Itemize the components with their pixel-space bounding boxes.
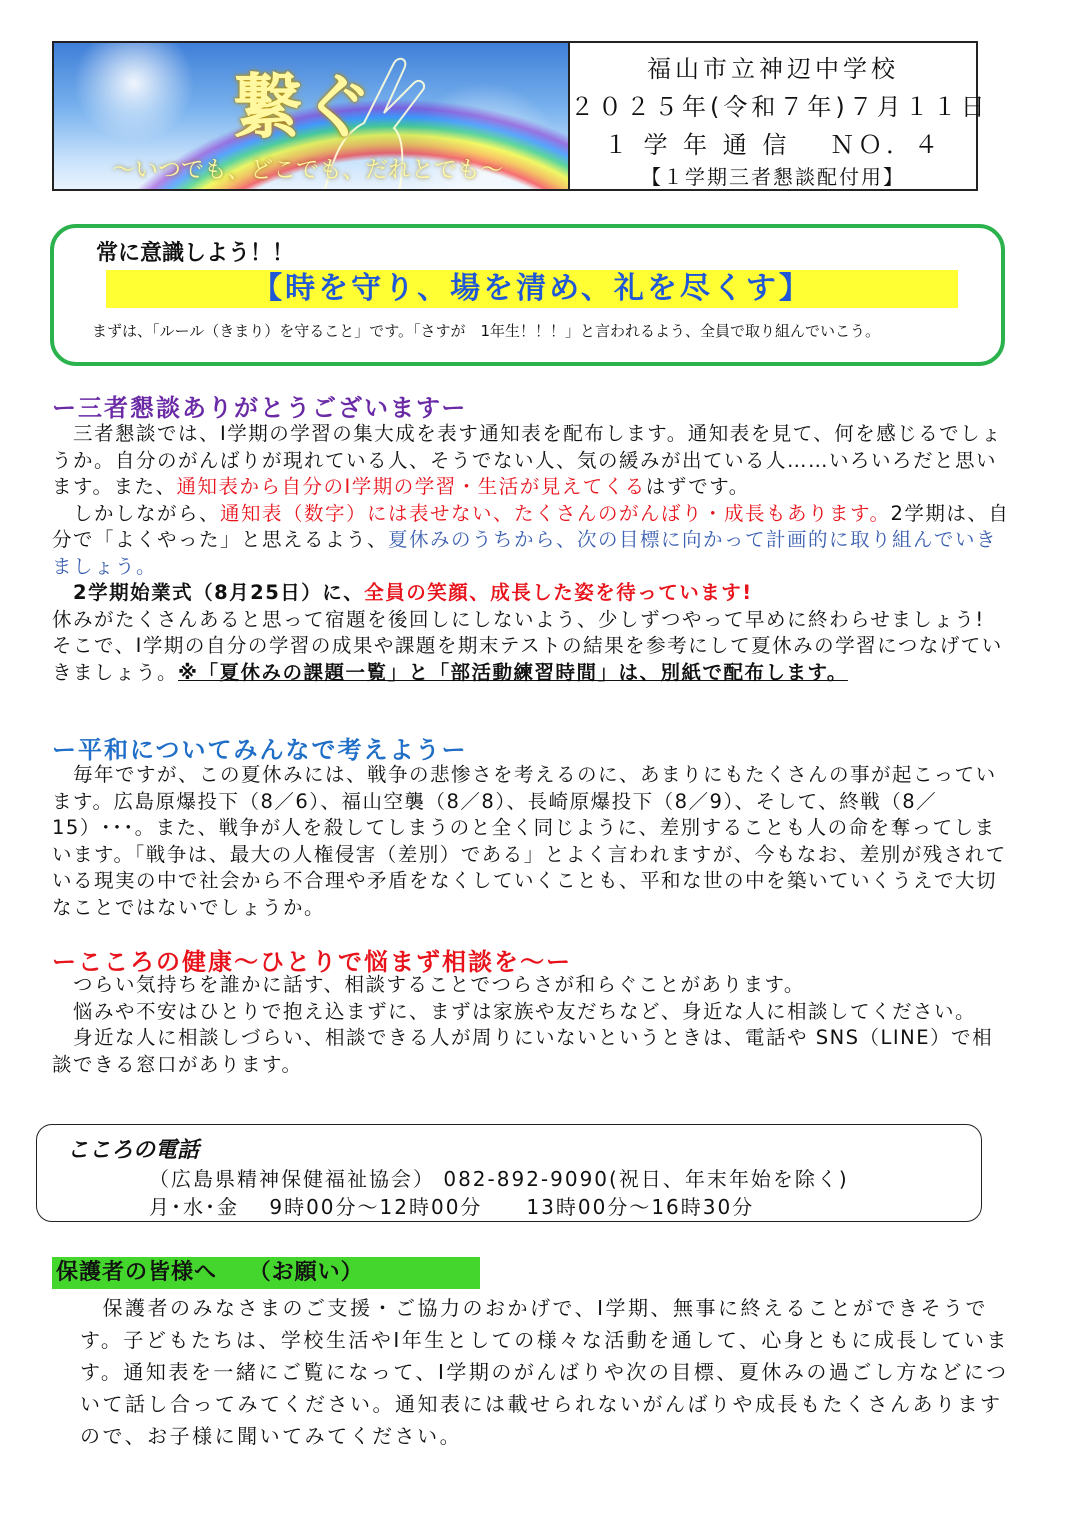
issue-purpose: 【１学期三者懇談配付用】 (641, 165, 905, 189)
conference-paragraph-1-end: はずです。 (645, 475, 750, 498)
mental-health-line-3: 身近な人に相談しづらい、相談できる人が周りにいないというときは、電話や SNS（LINE）で相談できる窓口があります。 (52, 1026, 994, 1076)
banner-subtitle: ～いつでも、どこでも、だれとでも～ (112, 157, 503, 183)
section-mental-health-body (52, 972, 1012, 1078)
conference-paragraph-1: 三者懇談では、Ⅰ学期の学習の集大成を表す通知表を配布します。通知表を見て、何を感じるでしょうか。自分のがんばりが現れている人、そうでない人、気の緩みが出ている人……いろいろだと思います。また、 (52, 422, 1003, 498)
conference-highlight-1: 通知表から自分のⅠ学期の学習・生活が見えてくる (176, 475, 646, 498)
waiting-message: 全員の笑顔、成長した姿を待っています! (364, 581, 753, 604)
issue-number: １ 学 年 通 信 ＮＯ．４ (603, 131, 943, 159)
motto-heading: 常に意識しよう！！ (96, 241, 295, 266)
motto-box (50, 224, 1005, 366)
section-conference-body (52, 421, 1012, 686)
banner-title: 繋ぐ (232, 65, 372, 148)
motto-note: まずは、「ルール（きまり）を守ること」です。「さすが 1年生！！！」と言われるよう、全員で取り組んでいこう。 (92, 322, 881, 340)
section-peace-body: 毎年ですが、この夏休みには、戦争の悲惨さを考えるのに、あまりにもたくさんの事が起こっています。広島原爆投下（8／6）、福山空襲（8／8）、長崎原爆投下（8／9）、そして、終戦（8／15）･･･。また、戦争が人を殺してしまうのと全く同じように、差別することも人の命を奪ってしまいます。「戦争は、最大の人権侵害（差別）である」とよく言われますが、今もなお、差別が残されている現実の中で社会から不合理や矛盾をなくしていくことも、平和な世の中を築いていくうえで大切なことではないでしょうか。 (52, 763, 1007, 919)
phone-hours-line: 月･水･金 9時00分～12時00分 13時00分～16時30分 (149, 1195, 755, 1219)
section-title-conference: ー三者懇談ありがとうございますー (52, 394, 468, 422)
motto-text: 【時を守り、場を清め、礼を尽くす】 (106, 270, 958, 308)
phone-consultation-box (36, 1124, 982, 1222)
issue-info-box (570, 41, 989, 191)
school-name: 福山市立神辺中学校 (647, 55, 899, 83)
parents-body: 保護者のみなさまのご支援・ご協力のおかげで、Ⅰ学期、無事に終えることができそうです。子どもたちは、学校生活やⅠ年生としての様々な活動を通して、心身ともに成長しています。通知表を一緒にご覧になって、Ⅰ学期のがんばりや次の目標、夏休みの過ごし方などについて話し合ってみてください。通知表には載せられないがんばりや成長もたくさんありますので、お子様に聞いてみてください。 (80, 1296, 1009, 1448)
homework-advice: 休みがたくさんあると思って宿題を後回しにしないよう、少しずつやって早めに終わらせましょう! そこで、Ⅰ学期の自分の学習の成果や課題を期末テストの結果を参考にして夏休みの学習につなげていきましょう。 (52, 607, 1003, 684)
conference-highlight-3: 夏休みのうちから、次の目標に向かって計画的に取り組んでいきましょう。 (52, 528, 998, 578)
phone-number-line: （広島県精神保健福祉協会） 082-892-9090(祝日、年末年始を除く) (149, 1167, 849, 1191)
header-banner (52, 41, 570, 191)
section-title-peace: ー平和についてみんなで考えようー (52, 736, 468, 764)
parents-heading: 保護者の皆様へ （お願い） (52, 1257, 480, 1289)
section-title-mental-health: ーこころの健康～ひとりで悩まず相談を～ー (52, 948, 572, 976)
opening-ceremony-date: 2学期始業式（8月25日）に、 (52, 581, 365, 604)
conference-paragraph-2-mid: 2学期は、自分で「よくやった」と思えるよう、 (52, 501, 1010, 551)
conference-paragraph-2: しかしながら、 (52, 501, 221, 525)
mental-health-line-1: つらい気持ちを誰かに話す、相談することでつらさが和らぐことがあります。 (52, 973, 805, 996)
phone-title: こころの電話 (67, 1138, 200, 1163)
separate-handout-note: ※「夏休みの課題一覧」と「部活動練習時間」は、別紙で配布します。 (178, 660, 848, 684)
mental-health-line-2: 悩みや不安はひとりで抱え込まずに、まずは家族や友だちなど、身近な人に相談してください。 (52, 999, 977, 1023)
conference-highlight-2: 通知表（数字）には表せない、たくさんのがんばり・成長もあります。 (220, 501, 891, 525)
issue-date: ２０２５年(令和７年)７月１１日 (570, 93, 989, 121)
